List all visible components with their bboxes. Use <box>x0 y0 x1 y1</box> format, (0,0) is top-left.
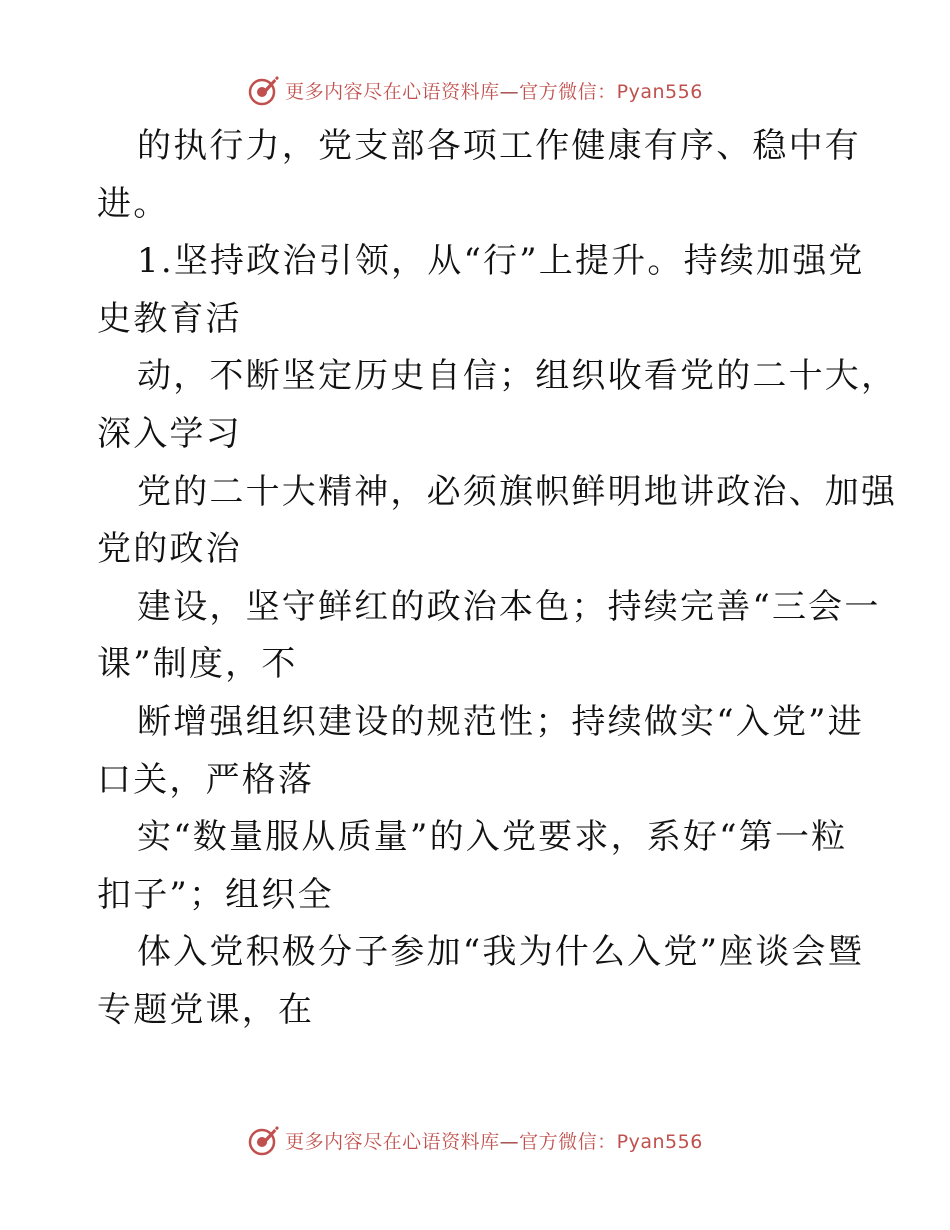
body-line: 断增强组织建设的规范性；持续做实“入党”进 <box>137 701 864 742</box>
footer-banner <box>0 1120 950 1160</box>
document-body <box>97 118 898 1040</box>
body-line: 1.坚持政治引领，从“行”上提升。持续加强党 <box>137 241 865 282</box>
body-line: 深入学习 <box>97 413 242 454</box>
body-line: 课”制度，不 <box>97 644 298 685</box>
body-line: 扣子”；组织全 <box>97 874 334 915</box>
body-line: 进。 <box>97 183 170 224</box>
body-line: 史教育活 <box>97 298 242 339</box>
quill-circle-icon <box>247 1123 281 1157</box>
header-banner-text: 更多内容尽在心语资料库—官方微信：Pyan556 <box>285 80 703 103</box>
body-line: 的执行力，党支部各项工作健康有序、稳中有 <box>137 126 861 166</box>
body-line: 口关，严格落 <box>97 759 315 800</box>
body-line: 专题党课，在 <box>97 989 315 1030</box>
quill-circle-icon <box>247 73 281 107</box>
header-banner <box>0 70 950 110</box>
body-line: 实“数量服从质量”的入党要求，系好“第一粒 <box>137 817 848 858</box>
body-line: 动，不断坚定历史自信；组织收看党的二十大， <box>137 356 898 397</box>
body-line: 党的政治 <box>97 529 242 570</box>
body-line: 建设，坚守鲜红的政治本色；持续完善“三会一 <box>137 586 881 627</box>
body-line: 党的二十大精神，必须旗帜鲜明地讲政治、加强 <box>137 471 898 512</box>
footer-banner-text: 更多内容尽在心语资料库—官方微信：Pyan556 <box>285 1130 703 1153</box>
body-line: 体入党积极分子参加“我为什么入党”座谈会暨 <box>137 932 864 973</box>
